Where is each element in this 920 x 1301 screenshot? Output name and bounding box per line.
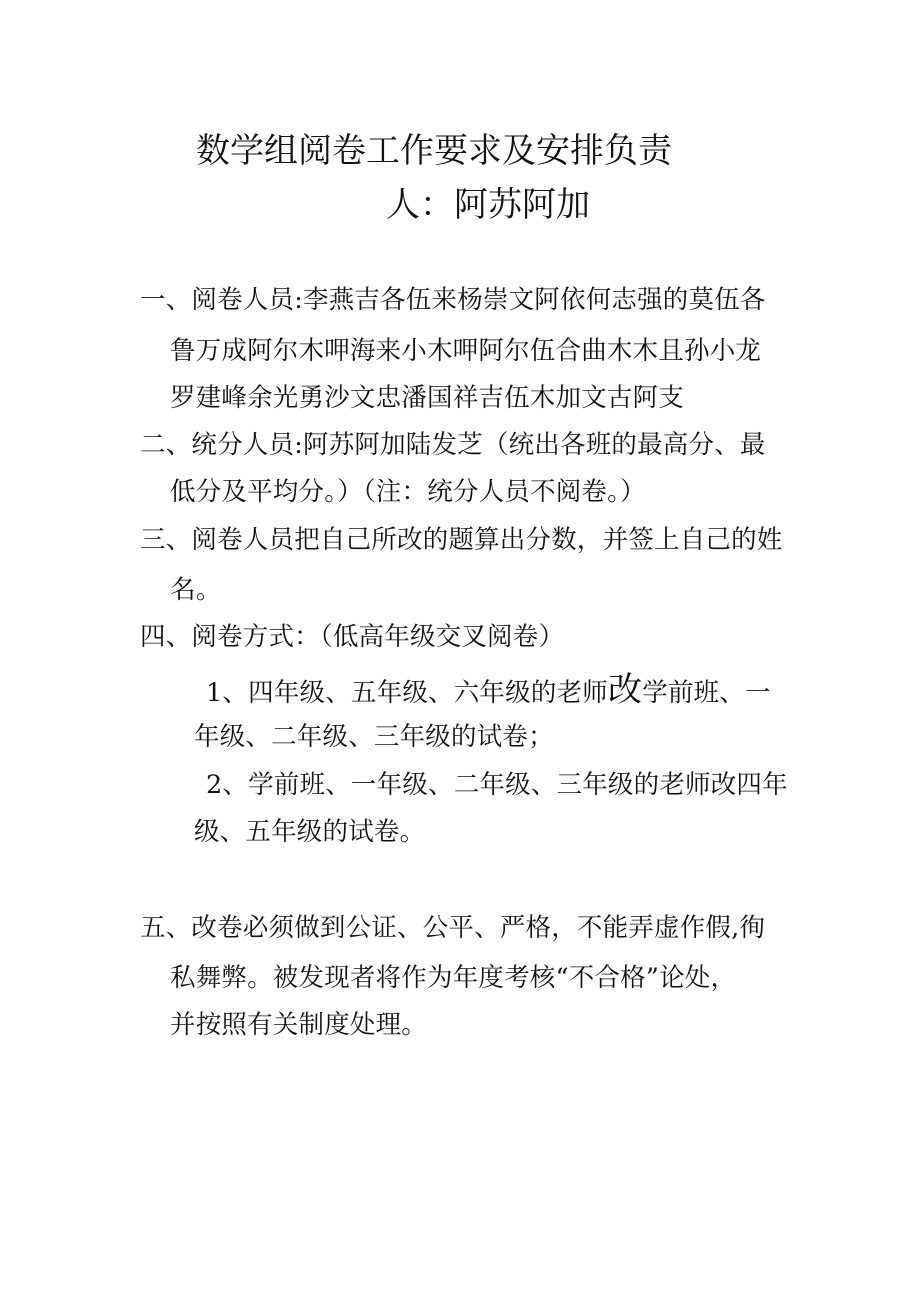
text-line: 2、学前班、一年级、二年级、三年级的老师改四年 xyxy=(206,770,788,800)
text-span-large: 改 xyxy=(607,670,643,710)
text-line: 四、阅卷方式：（低高年级交叉阅卷） xyxy=(140,622,565,652)
text-line xyxy=(206,670,771,710)
text-line: 五、改卷必须做到公证、公平、严格，不能弄虚作假,徇 xyxy=(140,913,766,943)
text-line: 名。 xyxy=(170,575,222,605)
title-line-2: 人：阿苏阿加 xyxy=(386,185,590,225)
text-span: 1、四年级、五年级、六年级的老师 xyxy=(206,678,608,708)
text-line: 一、阅卷人员:李燕吉各伍来杨崇文阿依何志强的莫伍各 xyxy=(140,285,766,315)
text-line: 年级、二年级、三年级的试卷； xyxy=(194,722,554,752)
text-line: 级、五年级的试卷。 xyxy=(194,817,426,847)
text-line: 鲁万成阿尔木呷海来小木呷阿尔伍合曲木木且孙小龙 xyxy=(170,336,762,366)
title-line-1: 数学组阅卷工作要求及安排负责 xyxy=(196,131,672,171)
text-line: 并按照有关制度处理。 xyxy=(170,1010,428,1040)
text-line: 私舞弊。被发现者将作为年度考核“不合格”论处， xyxy=(170,963,737,993)
text-line: 罗建峰余光勇沙文忠潘国祥吉伍木加文古阿支 xyxy=(170,383,685,413)
text-span: 学前班、一 xyxy=(642,678,771,708)
text-line: 三、阅卷人员把自己所改的题算出分数，并签上自己的姓 xyxy=(140,525,783,555)
text-line: 低分及平均分。）（注：统分人员不阅卷。） xyxy=(170,477,646,507)
text-line: 二、统分人员:阿苏阿加陆发芝（统出各班的最高分、最 xyxy=(140,430,766,460)
